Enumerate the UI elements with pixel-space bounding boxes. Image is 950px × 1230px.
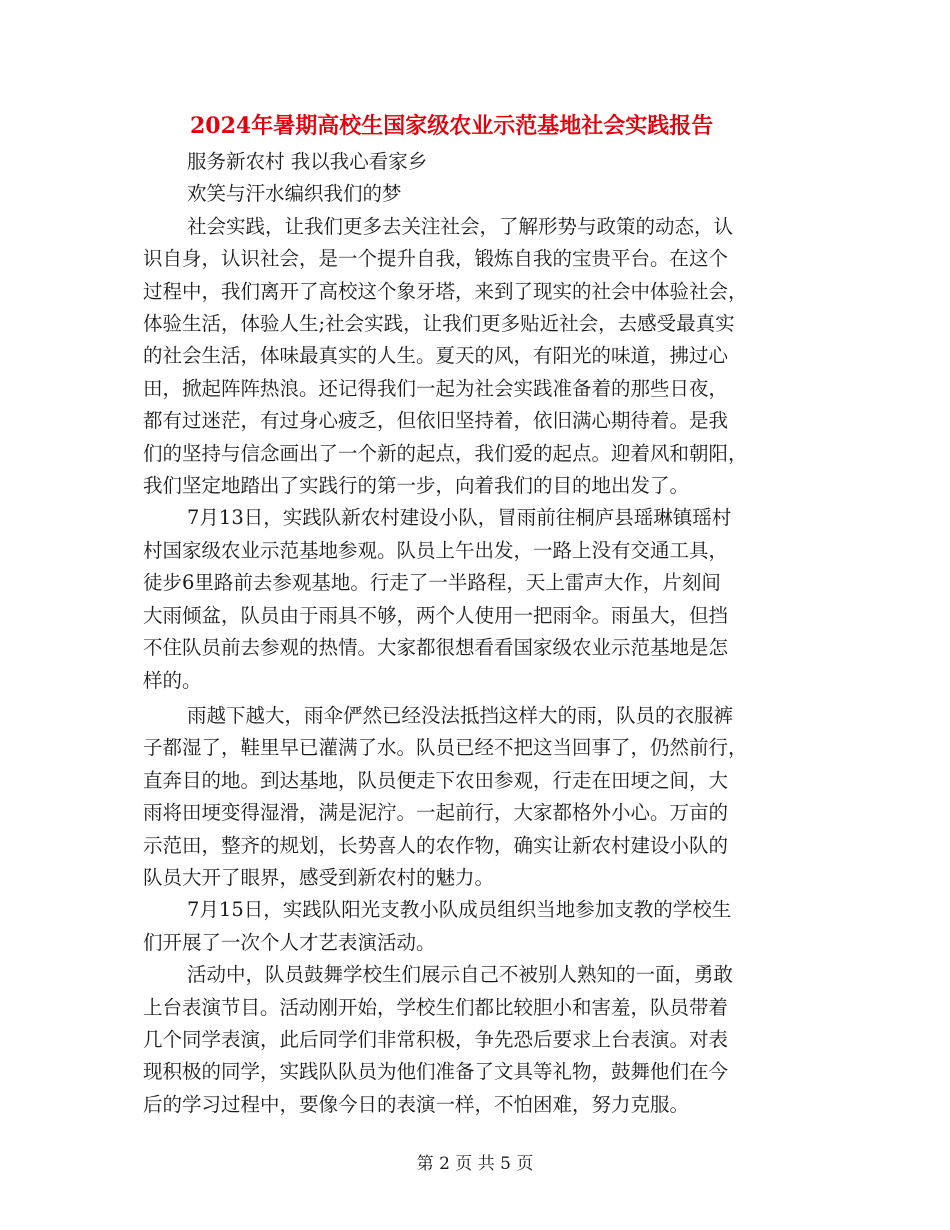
page-footer: 第 2 页 共 5 页 — [416, 1154, 534, 1174]
text-line: 7月13日，实践队新农村建设小队，冒雨前往桐庐县瑶琳镇瑶村 — [187, 506, 732, 530]
text-line: 都有过迷茫，有过身心疲乏，但依旧坚持着，依旧满心期待着。是我 — [143, 409, 729, 433]
text-line: 几个同学表演，此后同学们非常积极，争先恐后要求上台表演。对表 — [143, 1027, 729, 1051]
text-line: 直奔目的地。到达基地，队员便走下农田参观，行走在田埂之间，大 — [143, 768, 729, 792]
text-line: 体验生活，体验人生;社会实践，让我们更多贴近社会，去感受最真实 — [143, 312, 735, 336]
text-line: 活动中，队员鼓舞学校生们展示自己不被别人熟知的一面，勇敢 — [187, 963, 734, 987]
subtitle-line: 欢笑与汗水编织我们的梦 — [187, 182, 402, 206]
text-line: 田，掀起阵阵热浪。还记得我们一起为社会实践准备着的那些日夜， — [143, 376, 729, 400]
text-line: 后的学习过程中，要像今日的表演一样，不怕困难，努力克服。 — [143, 1092, 690, 1116]
text-line: 示范田，整齐的规划，长势喜人的农作物，确实让新农村建设小队的 — [143, 833, 729, 857]
text-line: 雨将田埂变得湿滑，满是泥泞。一起前行，大家都格外小心。万亩的 — [143, 801, 729, 825]
text-line: 识自身，认识社会，是一个提升自我，锻炼自我的宝贵平台。在这个 — [143, 247, 729, 271]
text-line: 现积极的同学，实践队队员为他们准备了文具等礼物，鼓舞他们在今 — [143, 1060, 729, 1084]
text-line: 样的。 — [143, 668, 202, 692]
paragraph-3 — [143, 700, 807, 894]
text-line: 我们坚定地踏出了实践行的第一步，向着我们的目的地出发了。 — [143, 474, 690, 498]
text-line: 队员大开了眼界，感受到新农村的魅力。 — [143, 865, 495, 889]
text-line: 们的坚持与信念画出了一个新的起点，我们爱的起点。迎着风和朝阳， — [143, 441, 748, 465]
text-line: 子都湿了，鞋里早已灌满了水。队员已经不把这当回事了，仍然前行， — [143, 736, 748, 760]
text-line: 们开展了一次个人才艺表演活动。 — [143, 930, 436, 954]
subtitle-line: 服务新农村 我以我心看家乡 — [187, 150, 428, 173]
text-line: 的社会生活，体味最真实的人生。夏天的风，有阳光的味道，拂过心 — [143, 344, 729, 368]
text-line: 徒步6里路前去参观基地。行走了一半路程，天上雷声大作，片刻间 — [143, 571, 721, 595]
text-line: 村国家级农业示范基地参观。队员上午出发，一路上没有交通工具， — [143, 538, 729, 562]
paragraph-5 — [143, 959, 807, 1121]
text-line: 上台表演节目。活动刚开始，学校生们都比较胆小和害羞，队员带着 — [143, 995, 729, 1019]
text-line: 7月15日，实践队阳光支教小队成员组织当地参加支教的学校生 — [187, 898, 732, 922]
document-title: 2024年暑期高校生国家级农业示范基地社会实践报告 — [190, 113, 714, 139]
paragraph-2 — [143, 502, 807, 696]
text-line: 不住队员前去参观的热情。大家都很想看看国家级农业示范基地是怎 — [143, 636, 729, 660]
paragraph-1 — [143, 211, 807, 503]
text-line: 过程中，我们离开了高校这个象牙塔，来到了现实的社会中体验社会， — [143, 279, 748, 303]
paragraph-4 — [143, 894, 807, 959]
text-line: 社会实践，让我们更多去关注社会，了解形势与政策的动态，认 — [187, 214, 734, 238]
text-line: 大雨倾盆，队员由于雨具不够，两个人使用一把雨伞。雨虽大，但挡 — [143, 603, 729, 627]
text-line: 雨越下越大，雨伞俨然已经没法抵挡这样大的雨，队员的衣服裤 — [187, 703, 734, 727]
document-body — [143, 146, 807, 1121]
